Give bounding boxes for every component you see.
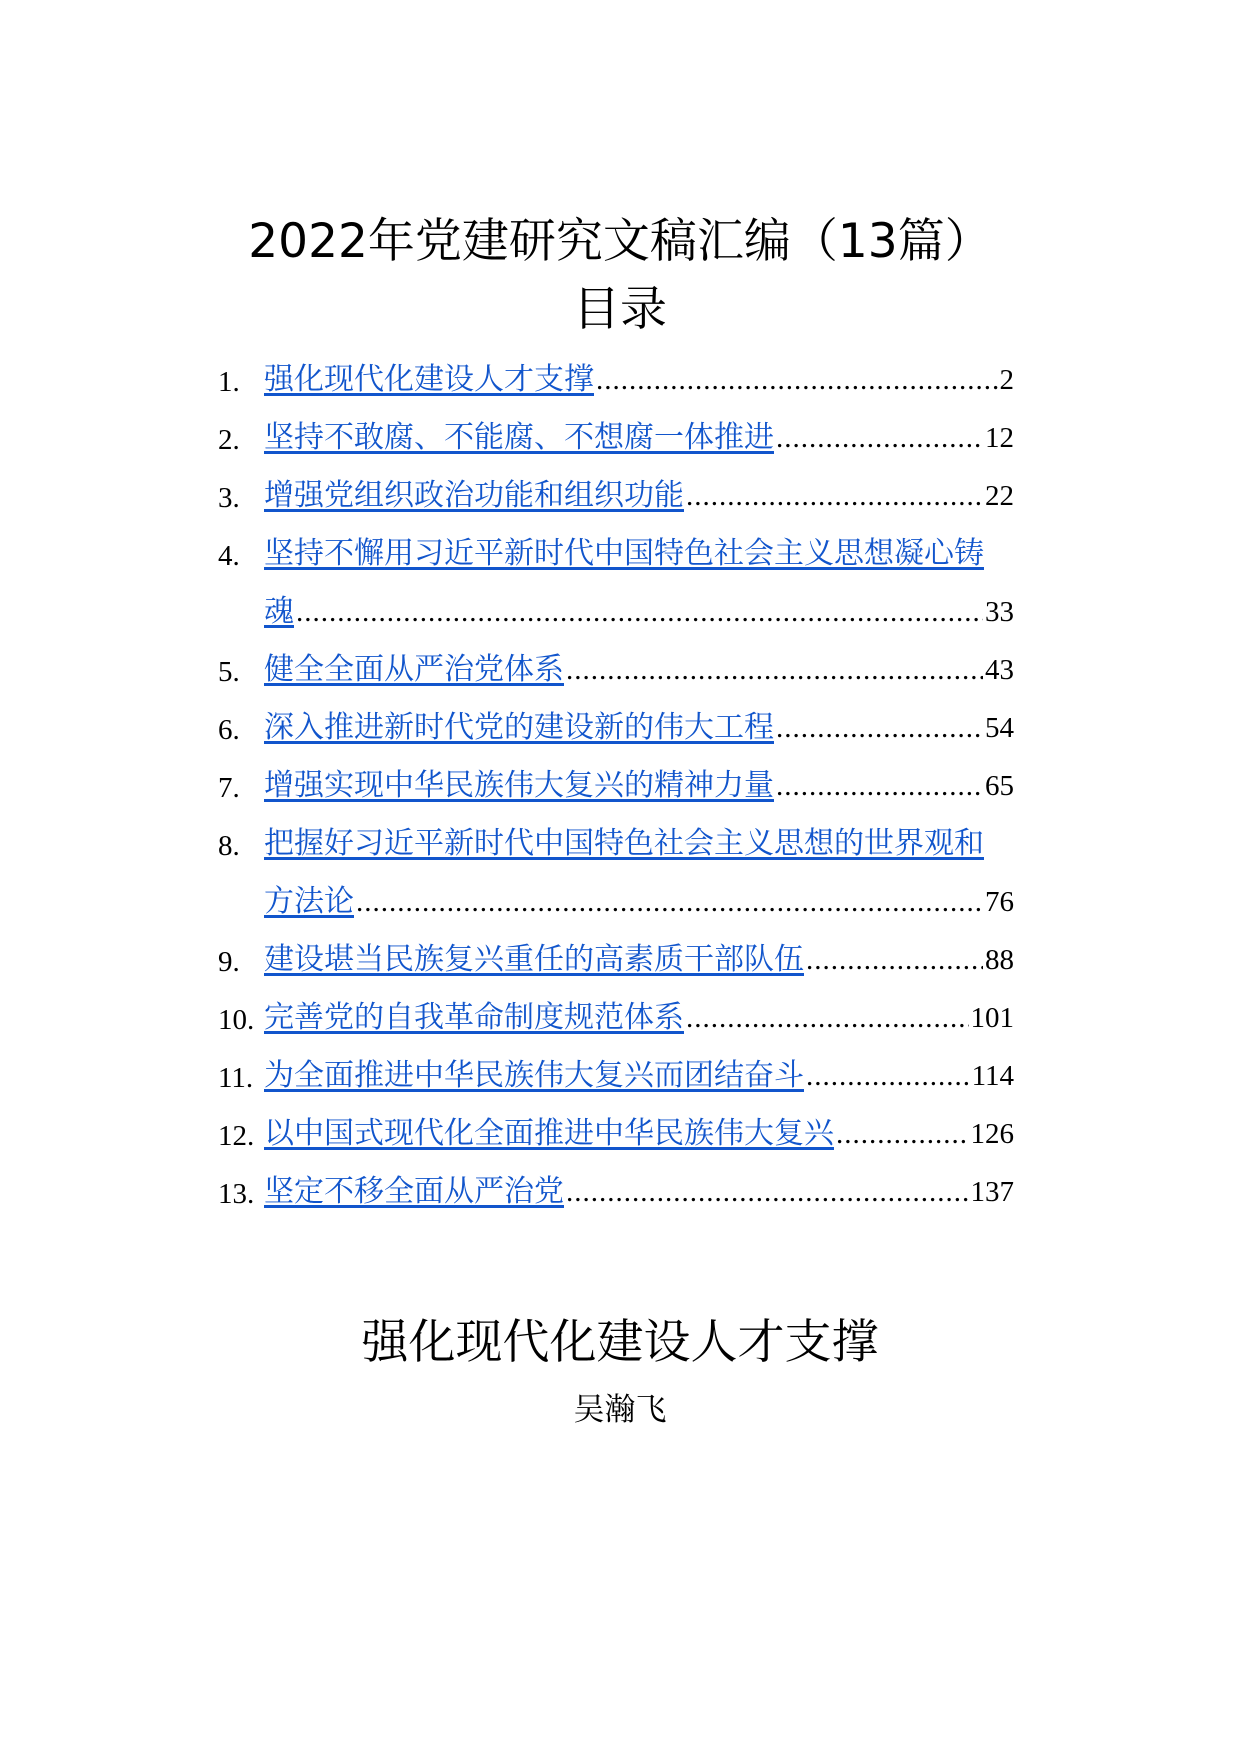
toc-leader-dots [596, 358, 998, 402]
toc-link[interactable]: 增强实现中华民族伟大复兴的精神力量 [264, 768, 774, 803]
section-author: 吴瀚飞 [573, 1392, 667, 1428]
toc-entry-7 [0, 756, 1240, 820]
toc-page-number: 22 [985, 480, 1014, 512]
toc-page-number: 101 [970, 1002, 1014, 1034]
toc-page-number: 114 [971, 1060, 1014, 1092]
toc-link-line2[interactable]: 方法论 [264, 884, 354, 919]
toc-link-line1[interactable]: 把握好习近平新时代中国特色社会主义思想的世界观和 [264, 826, 984, 861]
toc-number: 11. [218, 1062, 254, 1094]
toc-page-number: 126 [970, 1118, 1014, 1150]
toc-link[interactable]: 深入推进新时代党的建设新的伟大工程 [264, 710, 774, 745]
toc-link[interactable]: 健全全面从严治党体系 [264, 652, 564, 687]
toc-entry-12 [0, 1104, 1240, 1168]
toc-link[interactable]: 为全面推进中华民族伟大复兴而团结奋斗 [264, 1058, 804, 1093]
toc-heading: 目录 [573, 282, 667, 337]
toc-number: 10. [218, 1004, 255, 1036]
toc-page-number: 12 [985, 422, 1014, 454]
toc-leader-dots [356, 880, 983, 924]
toc-link[interactable]: 坚持不敢腐、不能腐、不想腐一体推进 [264, 420, 774, 455]
toc-page-number: 65 [985, 770, 1014, 802]
toc-link-line2[interactable]: 魂 [264, 594, 294, 629]
toc-link[interactable]: 以中国式现代化全面推进中华民族伟大复兴 [264, 1116, 834, 1151]
toc-leader-dots [776, 706, 983, 750]
toc-number: 6. [218, 714, 240, 746]
toc-leader-dots [776, 416, 983, 460]
toc-page-number: 54 [985, 712, 1014, 744]
toc-leader-dots [806, 1054, 970, 1098]
toc-number: 12. [218, 1120, 255, 1152]
toc-entry-10 [0, 988, 1240, 1052]
toc-number: 3. [218, 482, 240, 514]
toc-link[interactable]: 增强党组织政治功能和组织功能 [264, 478, 684, 513]
toc-leader-dots [776, 764, 983, 808]
toc-entry-5 [0, 640, 1240, 704]
toc-page-number: 43 [985, 654, 1014, 686]
toc-number: 1. [218, 366, 240, 398]
toc-number: 9. [218, 946, 240, 978]
toc-entry-13 [0, 1162, 1240, 1226]
toc-entry-6 [0, 698, 1240, 762]
toc-number: 8. [218, 830, 240, 862]
toc-entry-8 [0, 814, 1240, 936]
toc-leader-dots [566, 648, 983, 692]
toc-page-number: 76 [985, 886, 1014, 918]
toc-leader-dots [686, 474, 983, 518]
toc-leader-dots [686, 996, 969, 1040]
toc-link[interactable]: 完善党的自我革命制度规范体系 [264, 1000, 684, 1035]
toc-number: 4. [218, 540, 240, 572]
toc-link[interactable]: 坚定不移全面从严治党 [264, 1174, 564, 1209]
toc-page-number: 2 [999, 364, 1014, 396]
toc-entry-4 [0, 524, 1240, 646]
toc-leader-dots [836, 1112, 969, 1156]
toc-entry-9 [0, 930, 1240, 994]
toc-entry-11 [0, 1046, 1240, 1110]
toc-number: 5. [218, 656, 240, 688]
toc-page-number: 33 [985, 596, 1014, 628]
toc-page-number: 88 [985, 944, 1014, 976]
toc-entry-2 [0, 408, 1240, 472]
toc-link[interactable]: 强化现代化建设人才支撑 [264, 362, 594, 397]
toc-number: 2. [218, 424, 240, 456]
toc-entry-1 [0, 350, 1240, 414]
toc-leader-dots [566, 1170, 969, 1214]
toc-leader-dots [806, 938, 983, 982]
document-title: 2022年党建研究文稿汇编（13篇） [248, 214, 992, 269]
toc-link[interactable]: 建设堪当民族复兴重任的高素质干部队伍 [264, 942, 804, 977]
toc-leader-dots [296, 590, 983, 634]
toc-page-number: 137 [970, 1176, 1014, 1208]
toc-number: 13. [218, 1178, 255, 1210]
toc-entry-3 [0, 466, 1240, 530]
toc-link-line1[interactable]: 坚持不懈用习近平新时代中国特色社会主义思想凝心铸 [264, 536, 984, 571]
section-title: 强化现代化建设人才支撑 [361, 1315, 879, 1370]
toc-number: 7. [218, 772, 240, 804]
